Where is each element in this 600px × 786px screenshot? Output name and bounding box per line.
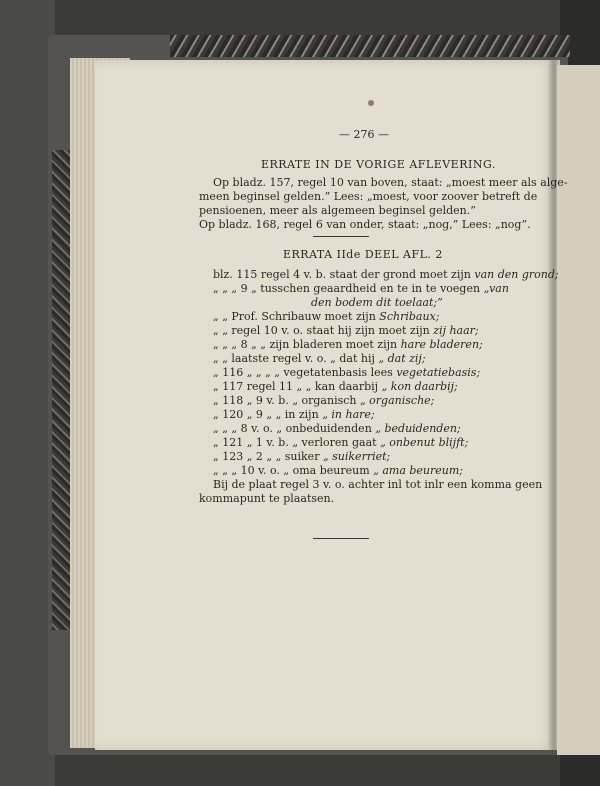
errata-row: blz. 115 regel 4 v. b. staat der grond moet zijn van den grond;: [213, 268, 559, 281]
divider: [313, 236, 369, 237]
errata-row: „ 116 „ „ „ „ vegetatenbasis lees vegetatiebasis;: [213, 366, 481, 379]
section1-line: pensioenen, meer als algemeen beginsel gelden.”: [199, 204, 476, 217]
section1-heading: ERRATE IN DE VORIGE AFLEVERING.: [261, 158, 496, 171]
errata-row: „ „ „ 8 v. o. „ onbeduidenden „ beduidenden;: [213, 422, 461, 435]
section2-heading: ERRATA IIde DEEL AFL. 2: [283, 248, 443, 261]
errata-row: „ „ „ 10 v. o. „ oma beureum „ ama beureum;: [213, 464, 464, 477]
page-ornament: [368, 100, 374, 106]
section1-line: Op bladz. 157, regel 10 van boven, staat: „moest meer als alge-: [213, 176, 568, 189]
errata-row: „ „ Prof. Schribauw moet zijn Schribaux;: [213, 310, 440, 323]
errata-row: „ 123 „ 2 „ „ suiker „ suikerriet;: [213, 450, 391, 463]
errata-row: den bodem dit toelaat;”: [311, 296, 443, 309]
background-left: [0, 0, 55, 786]
errata-row: „ „ „ 9 „ tusschen geaardheid en te in te voegen „van: [213, 282, 509, 295]
marbled-edge-top: [170, 35, 570, 57]
footer-line: kommapunt te plaatsen.: [199, 492, 335, 505]
page-number: — 276 —: [339, 128, 389, 141]
errata-row: „ „ laatste regel v. o. „ dat hij „ dat zij;: [213, 352, 426, 365]
end-divider: [313, 538, 369, 539]
section1-line: Op bladz. 168, regel 6 van onder, staat: „nog,” Lees: „nog”.: [199, 218, 531, 231]
footer-line: Bij de plaat regel 3 v. o. achter inl tot inlr een komma geen: [213, 478, 543, 491]
section1-line: meen beginsel gelden.” Lees: „moest, voor zoover betreft de: [199, 190, 538, 203]
errata-row: „ 117 regel 11 „ „ kan daarbij „ kon daarbij;: [213, 380, 458, 393]
errata-row: „ 118 „ 9 v. b. „ organisch „ organische;: [213, 394, 435, 407]
errata-row: „ „ regel 10 v. o. staat hij zijn moet zijn zij haar;: [213, 324, 479, 337]
facing-page: [557, 65, 600, 755]
errata-row: „ 121 „ 1 v. b. „ verloren gaat „ onbenut blijft;: [213, 436, 469, 449]
errata-row: „ „ „ 8 „ „ zijn bladeren moet zijn hare bladeren;: [213, 338, 483, 351]
errata-row: „ 120 „ 9 „ „ in zijn „ in hare;: [213, 408, 375, 421]
